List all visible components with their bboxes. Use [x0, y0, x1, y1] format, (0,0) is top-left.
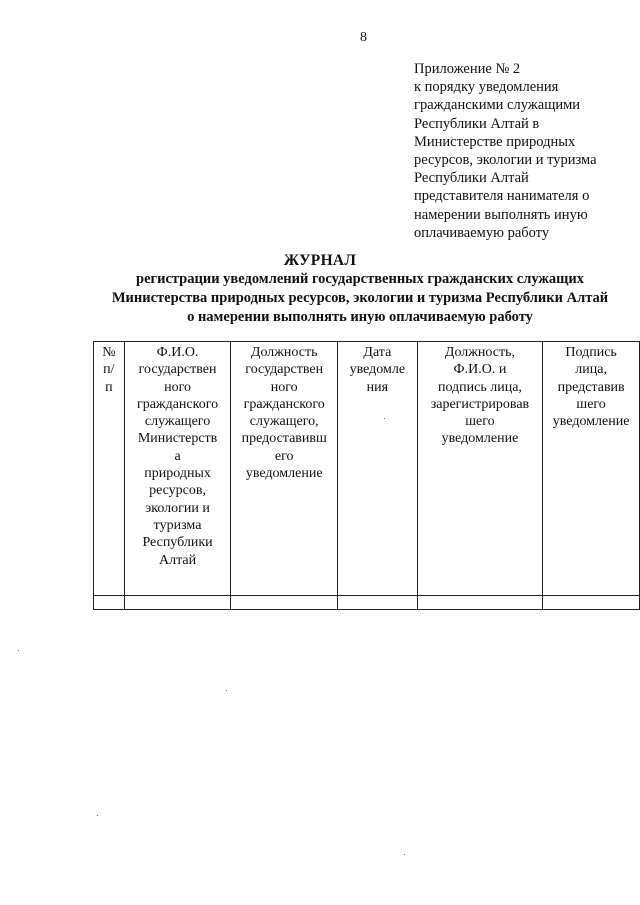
header-line: ния	[366, 379, 389, 395]
header-line: предоставивш	[241, 431, 327, 447]
scan-speck	[18, 650, 19, 651]
appendix-line: ресурсов, экологии и туризма	[414, 152, 597, 169]
journal-subtitle	[40, 270, 640, 327]
header-line: Дата	[363, 345, 392, 360]
table-cell	[94, 596, 125, 610]
header-line: Республики	[142, 535, 213, 551]
journal-title: ЖУРНАЛ	[283, 252, 357, 269]
page-number: 8	[360, 30, 367, 45]
header-line: Ф.И.О. и	[453, 362, 507, 378]
appendix-note	[414, 60, 638, 242]
appendix-line: гражданскими служащими	[414, 97, 581, 114]
header-line: государствен	[138, 362, 217, 378]
column-header-registrar	[417, 342, 543, 596]
header-line: служащего	[144, 414, 211, 430]
header-line: Подпись	[565, 345, 617, 360]
journal-subtitle-line: регистрации уведомлений государственных гражданских служащих	[136, 271, 584, 287]
header-line: уведомление	[245, 466, 323, 482]
header-line: Должность	[250, 345, 318, 360]
appendix-line: представителя нанимателя о	[414, 188, 590, 205]
appendix-line: Приложение № 2	[414, 61, 521, 77]
scan-speck	[384, 418, 385, 419]
header-line: №	[102, 345, 116, 360]
column-header-number	[94, 342, 125, 596]
header-line: государствен	[245, 362, 324, 378]
header-line: лица,	[575, 362, 607, 378]
appendix-line: Республики Алтай	[414, 170, 529, 187]
column-header-signature	[543, 342, 640, 596]
register-table	[93, 341, 640, 610]
table-cell	[417, 596, 543, 610]
scan-speck	[97, 815, 98, 816]
header-line: п/	[103, 362, 115, 378]
header-line: ного	[270, 379, 298, 395]
header-line: Алтай	[159, 552, 197, 568]
header-line: ного	[164, 379, 191, 395]
header-line: шего	[576, 396, 606, 412]
column-header-position	[231, 342, 338, 596]
table-row	[94, 596, 640, 610]
header-line: гражданского	[243, 396, 325, 412]
header-line: его	[274, 448, 294, 464]
appendix-line: к порядку уведомления	[414, 79, 559, 96]
header-line: туризма	[153, 517, 202, 533]
journal-subtitle-line: о намерении выполнять иную оплачиваемую работу	[187, 309, 533, 325]
header-line: шего	[465, 414, 495, 430]
appendix-line: намерении выполнять иную	[414, 206, 588, 223]
header-line: природных	[144, 466, 211, 482]
appendix-line: Министерстве природных	[414, 133, 576, 150]
header-line: подпись лица,	[437, 379, 522, 395]
header-line: уведомление	[441, 431, 519, 447]
appendix-line: оплачиваемую работу	[414, 224, 550, 241]
scan-speck	[226, 690, 227, 691]
journal-subtitle-line: Министерства природных ресурсов, экологии и туризма Республики Алтай	[111, 290, 609, 306]
header-line: служащего,	[249, 414, 319, 430]
scan-speck	[404, 854, 405, 855]
header-line: Должность,	[444, 345, 515, 360]
appendix-line: Республики Алтай в	[414, 115, 540, 132]
header-line: Министерств	[137, 431, 218, 447]
column-header-date	[338, 342, 418, 596]
table-cell	[338, 596, 418, 610]
header-line: гражданского	[136, 396, 219, 412]
header-line: экологии и	[145, 500, 210, 516]
table-cell	[124, 596, 231, 610]
header-line: представив	[557, 379, 625, 395]
header-line: ресурсов,	[149, 483, 207, 499]
header-line: зарегистрировав	[430, 396, 530, 412]
header-line: уведомле	[349, 362, 406, 378]
header-line: уведомление	[552, 414, 630, 430]
column-header-fio	[124, 342, 231, 596]
header-line: п	[105, 379, 113, 395]
table-cell	[231, 596, 338, 610]
header-line: а	[174, 448, 181, 464]
header-line: Ф.И.О.	[156, 345, 199, 360]
table-header-row	[94, 342, 640, 596]
table-cell	[543, 596, 640, 610]
